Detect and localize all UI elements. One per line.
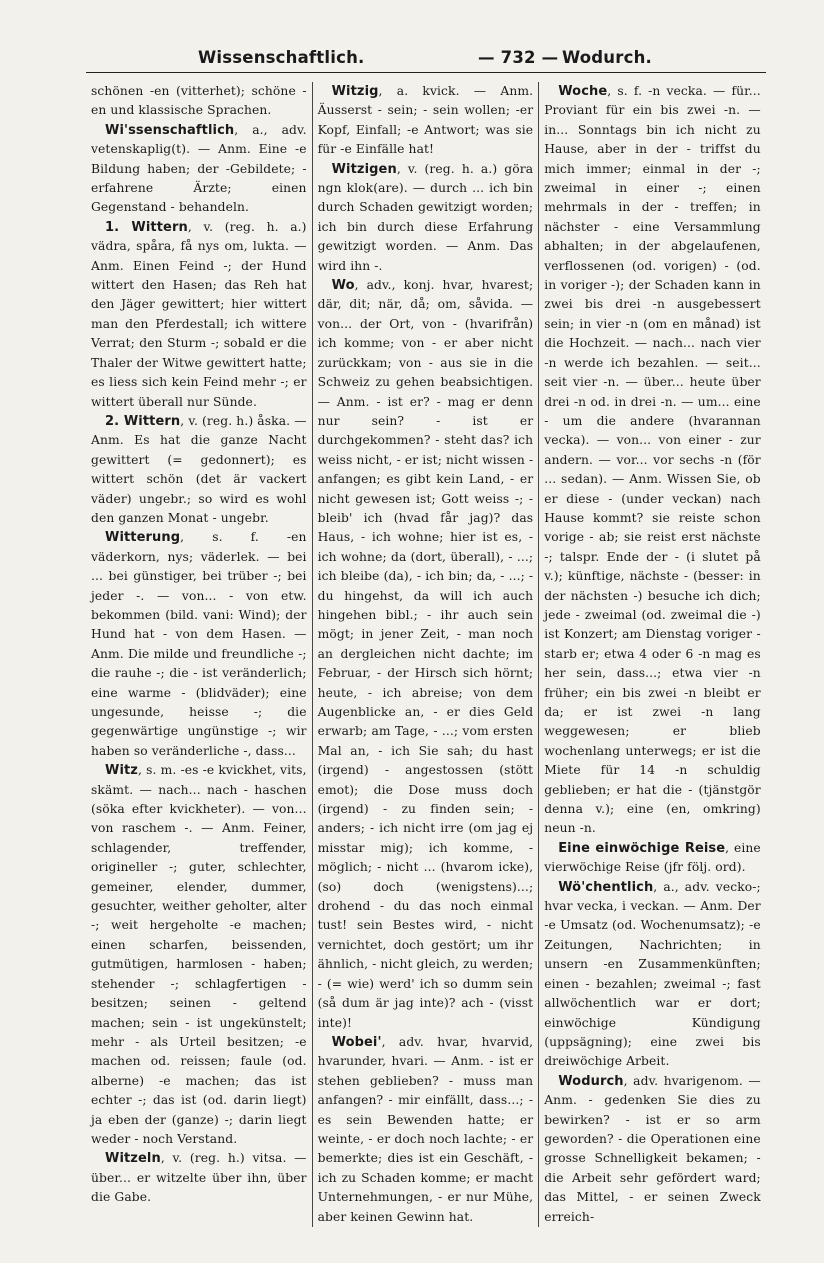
entry-witzig: Witzig, a. kvick. — Anm. Äusserst - sein; - sein wollen; -er Kopf, Einfall; -e Antwort; was sie für -e Einfälle hat! [317, 84, 534, 157]
headword: Wo [331, 278, 355, 294]
page-header [86, 42, 766, 73]
entry-wittern-2: 2. Wittern, v. (reg. h.) åska. — Anm. Es hat die ganze Nacht gewittert (= gedonnert); es wittert schön (det är vackert väder) ungebr.; so wird es wohl den ganzen Monat - ungebr. [91, 413, 307, 525]
headword: Witzeln [105, 1151, 161, 1167]
headword: Wö'chentlich [558, 879, 654, 895]
entry-wissenschaftlich: Wi'ssenschaftlich, a., adv. vetenskaplig(t). — Anm. Eine -e Bildung haben; der -Gebildete; - erfahrene Ärzte; einen Gegenstand - behandeln. [91, 122, 307, 215]
entry-witzeln: Witzeln, v. (reg. h.) vitsa. — über... er witzelte über ihn, über die Gabe. [91, 1151, 307, 1205]
headword: Witz [105, 763, 138, 779]
entry-wittern-1: 1. Wittern, v. (reg. h. a.) vädra, spåra, få nys om, lukta. — Anm. Einen Feind -; der Hund wittert den Hasen; das Reh hat den Jäger gewittert; hier wittert man den Pferdestall; ich wittere Verrat; den Sturm -; sobald er die Thaler der Witwe gewittert hatte; es liess sich kein Feind mehr -; er wittert überall nur Sünde. [91, 219, 307, 409]
column-1 [86, 82, 313, 1227]
page-number: — 732 — [478, 48, 559, 67]
headword: Wobei' [331, 1034, 382, 1050]
text-columns [86, 82, 766, 1227]
entry-witterung: Witterung, s. f. -en väderkorn, nys; väderlek. — bei ... bei günstiger, bei trüber -; bei jeder -. — von... - von etw. bekommen (bild. vani: Wind); der Hund hat - von dem Hasen. — Anm. Die milde und freundliche -; die rauhe -; die - ist veränderlich; eine warme - (blidväder); eine ungesunde, heisse -; die gegenwärtige ungünstige -; wir haben so veränderliche -, dass... [91, 530, 307, 758]
entry-woche-note: Eine einwöchige Reise, eine vierwöchige Reise (jfr följ. ord). [544, 840, 761, 875]
headword: Eine einwöchige Reise [558, 840, 726, 856]
column-3 [539, 82, 766, 1227]
entry-woche: Woche, s. f. -n vecka. — für... Proviant für ein bis zwei -n. — in... Sonntags bin ich nicht zu Hause, aber in der - triffst du mich immer; einmal in der -; zweimal in einer -; einen mehrmals in der - treffen; in nächster - eine Versammlung abhalten; in der abgelaufenen, verflossenen (od. vorigen) - (od. in voriger -); der Schaden kann in zwei bis drei -n ausgebessert sein; in vier -n (om en månad) ist die Hochzeit. — nach... nach vier -n werde ich bezahlen. — seit... seit vier -n. — über... heute über drei -n od. in drei -n. — um... eine - um die andere (hvarannan vecka). — von... von einer - zur andern. — vor... vor sechs -n (för ... sedan). — Anm. Wissen Sie, ob er diese - (under veckan) nach Hause kommt? sie reiste schon vorige - ab; sie reist erst nächste -; talspr. Ende der - (i slutet på v.); künftige, nächste - (besser: in der nächsten -) besuche ich dich; jede - zweimal (od. zweimal die -) ist Konzert; am Dienstag voriger - starb er; etwa 4 oder 6 -n mag es her sein, dass...; etwa vier -n früher; ein bis zwei -n bleibt er da; er ist zwei -n lang weggewesen; er blieb wochenlang unterwegs; er ist die Miete für 14 -n schuldig geblieben; er hat die - (tjänstgör denna v.); eine (en, omkring) neun -n. [544, 84, 761, 836]
headword: Woche [558, 84, 608, 99]
entry-witz: Witz, s. m. -es -e kvickhet, vits, skämt. — nach... nach - haschen (söka efter kvickheter). — von... von raschem -. — Anm. Feiner, schlagender, treffender, origineller -; guter, schlechter, gemeiner, elender, dummer, gesuchter, weither geholter, alter -; weit hergeholte -e machen; einen scharfen, beissenden, gutmütigen, harmlosen - haben; stehender -; schlagfertigen - besitzen; seinen - geltend machen; sein - ist ungekünstelt; mehr - als Urteil besitzen; -e machen od. reissen; faule (od. alberne) -e machen; das ist echter -; das ist (od. darin liegt) ja eben der (ganze) -; darin liegt weder - noch Verstand. [91, 763, 307, 1146]
entry-woechentlich: Wö'chentlich, a., adv. vecko-; hvar vecka, i veckan. — Anm. Der -e Umsatz (od. Wochenumsatz); -e Zeitungen, Nachrichten; in unsern -en Zusammenkünften; einen - bezahlen; zweimal -; fast allwöchentlich war er dort; einwöchige Kündigung (uppsägning); eine zwei bis dreiwöchige Arbeit. [544, 879, 761, 1069]
entry-wodurch: Wodurch, adv. hvarigenom. — Anm. - gedenken Sie dies zu bewirken? - ist er so arm geworden? - die Operationen eine grosse Schnelligkeit bekamen; - die Arbeit sehr gefördert ward; das Mittel, - er seinen Zweck erreich- [544, 1073, 761, 1224]
entry-wo: Wo, adv., konj. hvar, hvarest; där, dit; när, då; om, såvida. — von... der Ort, von - (hvarifrån) ich komme; von - er aber nicht zurückkam; von - aus sie in die Schweiz zu gehen beabsichtigen. — Anm. - ist er? - mag er denn nur sein? - ist er durchgekommen? - steht das? ich weiss nicht, - er ist; nicht wissen - anfangen; es gibt kein Land, - er nicht gewesen ist; Gott weiss -; - bleib' ich (hvad får jag)? das Haus, - ich wohne; hier ist es, - ich wohne; da (dort, überall), - ...; ich bleibe (da), - ich bin; da, - ...; - du hingehst, da will ich auch hingehen bibl.; - ihr auch sein mögt; in jener Zeit, - man noch an dergleichen nicht dachte; im Februar, - der Hirsch sich hörnt; heute, - ich abreise; von dem Augenblicke an, - er dies Geld erwarb; am Tage, - ...; vom ersten Mal an, - ich Sie sah; du hast (irgend) - angestossen (stött emot); die Dose muss doch (irgend) - zu finden sein; - anders; - ich nicht irre (om jag ej misstar mig); ich komme, - möglich; - nicht ... (hvarom icke), (so) doch (wenigstens)...; drohend - du das noch einmal tust! sein Bestes wird, - nicht vernichtet, doch gestört; um ihr ähnlich, - nicht gleich, zu werden; - (= wie) werd' ich so dumm sein (så dum är jag inte)? ach - (visst inte)! [317, 278, 534, 1030]
headword: 1. Wittern [105, 219, 188, 235]
header-left-keyword: Wissenschaftlich. [198, 48, 365, 67]
column-2 [313, 82, 540, 1227]
entry-continuation: schönen -en (vitterhet); schöne -en und klassische Sprachen. [91, 84, 307, 118]
headword: 2. Wittern [105, 413, 181, 429]
headword: Witzig [331, 84, 379, 99]
headword: Wodurch [558, 1073, 624, 1089]
headword: Witzigen [331, 161, 397, 177]
headword: Wi'ssenschaftlich [105, 122, 235, 138]
entry-witzigen: Witzigen, v. (reg. h. a.) göra ngn klok(are). — durch ... ich bin durch Schaden gewitzigt worden; ich bin durch diese Erfahrung gewitzigt worden. — Anm. Das wird ihn -. [317, 161, 534, 273]
entry-wobei: Wobei', adv. hvar, hvarvid, hvarunder, hvari. — Anm. - ist er stehen geblieben? - muss man anfangen? - mir einfällt, dass...; - es sein Bewenden hatte; er weinte, - er doch noch lachte; - er bemerkte; dies ist ein Geschäft, - ich zu Schaden komme; er macht Unternehmungen, - er nur Mühe, aber keinen Gewinn hat. [317, 1034, 534, 1224]
header-right-keyword: Wodurch. [561, 48, 652, 67]
headword: Witterung [105, 530, 181, 546]
